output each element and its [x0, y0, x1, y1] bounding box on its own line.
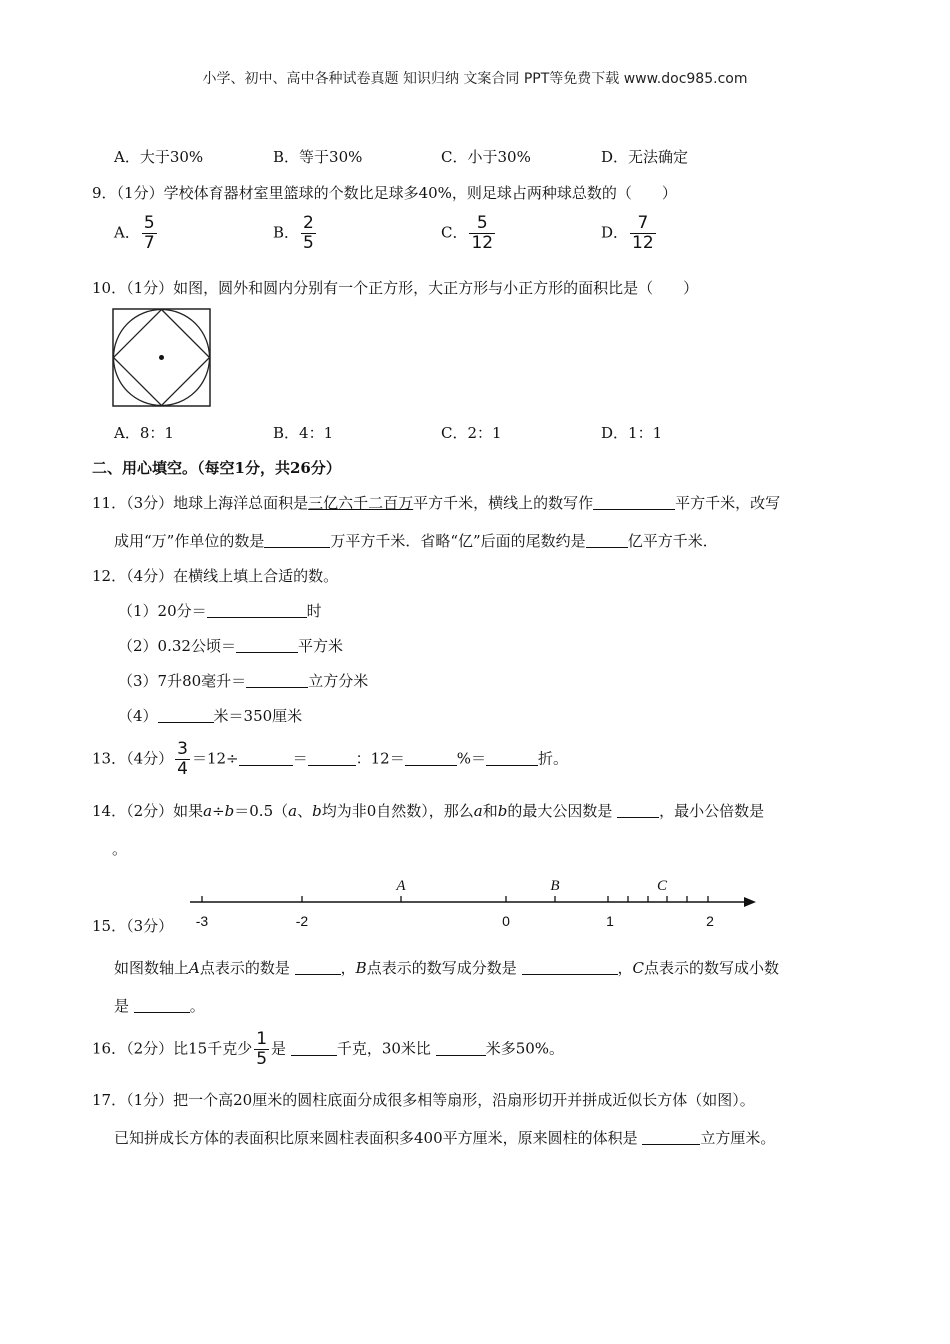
q13-part-3: ：12＝	[355, 749, 405, 768]
q13-fraction	[175, 740, 190, 779]
point-label-A: A	[396, 878, 406, 894]
q17-line2-b: 立方厘米。	[700, 1129, 776, 1147]
question-16	[92, 1030, 564, 1069]
q10-figure-square-circle	[112, 308, 212, 408]
question-13	[92, 740, 568, 779]
axis-label-1: 1	[606, 913, 614, 929]
q12-item-1-post: 时	[306, 602, 322, 620]
q17-line2-a: 已知拼成长方体的表面积比原来圆柱表面积多400平方厘米，原来圆柱的体积是	[114, 1129, 638, 1147]
q13-part-4: %＝	[456, 749, 486, 768]
q8-option-c: C．小于30%	[441, 148, 531, 166]
q8-option-b: B．等于30%	[273, 148, 363, 166]
denominator: 5	[256, 1049, 268, 1069]
question-9: 9．（1分）学校体育器材室里篮球的个数比足球多40%，则足球占两种球总数的（ ）	[92, 184, 677, 202]
q11-underlined-number: 三亿六千二百万	[308, 494, 414, 512]
question-15-line-1	[114, 957, 779, 978]
q15-number-line	[180, 876, 770, 932]
q15-blank-2	[522, 959, 618, 975]
q9-option-b-label: B．	[273, 223, 300, 242]
q15-var-A: A	[189, 959, 200, 977]
q16-part-1: 是	[271, 1039, 287, 1058]
q14-mid-1: ＝0.5（	[234, 802, 289, 820]
q12-blank-3	[246, 672, 308, 688]
q12-item-4-post: 米＝350厘米	[213, 707, 303, 725]
denominator: 5	[303, 233, 314, 253]
q14-expression: a÷b	[203, 802, 235, 820]
question-14-line-1	[92, 800, 764, 821]
q8-option-a: A．大于30%	[114, 148, 204, 166]
q12-item-1-pre: （1）20分＝	[118, 602, 207, 620]
q14-var-a: a	[288, 802, 298, 820]
q15-line1-e: ，	[617, 959, 633, 977]
q13-part-5: 折。	[538, 749, 569, 768]
q12-item-4-pre: （4）	[118, 707, 158, 725]
q8-option-d: D．无法确定	[601, 148, 689, 166]
q14-var-a-2: a	[473, 802, 483, 820]
q9-option-a-label: A．	[114, 223, 140, 242]
q16-part-3: 米多50%。	[485, 1039, 565, 1058]
q9-option-c-label: C．	[441, 223, 468, 242]
q14-var-b-2: b	[497, 802, 508, 820]
q12-item-2-pre: （2）0.32公顷＝	[118, 637, 236, 655]
q11-mid: 平方千米，横线上的数写作	[413, 494, 594, 512]
question-11-line-1	[92, 492, 780, 513]
point-label-C: C	[656, 878, 668, 894]
q13-prefix: 13．（4分）	[92, 749, 174, 768]
q12-item-3	[118, 670, 368, 691]
center-dot	[159, 355, 164, 360]
q14-blank-1	[617, 802, 659, 818]
q12-item-2-post: 平方米	[297, 637, 343, 655]
q12-item-3-pre: （3）7升80毫升＝	[118, 672, 247, 690]
q13-blank-1	[239, 750, 293, 766]
axis-arrow-icon	[744, 897, 756, 907]
q12-blank-1	[207, 602, 307, 618]
q15-var-B: B	[355, 959, 367, 977]
q10-option-d: D．1：1	[601, 424, 663, 442]
q11-end-1: 平方千米，改写	[675, 494, 781, 512]
q10-option-c: C．2：1	[441, 424, 502, 442]
axis-label-minus-3: -3	[195, 913, 209, 929]
q15-var-C: C	[632, 959, 644, 977]
q10-option-b: B．4：1	[273, 424, 334, 442]
q15-line2-end: 。	[189, 997, 205, 1015]
question-15-line-2	[114, 995, 205, 1016]
axis-label-0: 0	[502, 913, 510, 929]
q12-item-1	[118, 600, 322, 621]
q17-blank-1	[642, 1129, 700, 1145]
q9-option-c	[441, 214, 497, 253]
point-label-B: B	[550, 878, 560, 894]
q9-option-d	[601, 214, 658, 253]
q11-blank-1	[593, 494, 675, 510]
q9-option-c-fraction	[469, 214, 495, 253]
q10-option-a: A．8：1	[114, 424, 174, 442]
numerator: 3	[177, 739, 188, 759]
q13-part-2: ＝	[292, 749, 308, 768]
q12-blank-2	[236, 637, 298, 653]
q9-option-a	[114, 214, 159, 253]
numerator: 1	[256, 1029, 268, 1049]
question-15-label: 15．（3分）	[92, 917, 174, 935]
q15-line1-a: 如图数轴上	[114, 959, 190, 977]
q15-blank-1	[295, 959, 341, 975]
question-14-line-2: 。	[112, 840, 128, 858]
q16-prefix: 16．（2分）比15千克少	[92, 1039, 253, 1058]
denominator: 12	[632, 233, 654, 253]
question-10: 10．（1分）如图，圆外和圆内分别有一个正方形，大正方形与小正方形的面积比是（ ）	[92, 279, 699, 297]
question-11-line-2	[114, 530, 718, 551]
q16-part-2: 千克，30米比	[336, 1039, 431, 1058]
q14-mid-4: 的最大公因数是	[507, 802, 613, 820]
q14-var-b: b	[312, 802, 322, 820]
q13-part-1: ＝12÷	[191, 749, 239, 768]
q13-blank-3	[405, 750, 457, 766]
q14-mid-5: ，最小公倍数是	[659, 802, 765, 820]
q13-blank-2	[308, 750, 356, 766]
q15-line1-d: 点表示的数写成分数是	[366, 959, 517, 977]
q11-line2-c: 亿平方千米．	[627, 532, 718, 550]
q15-line1-c: ，	[340, 959, 356, 977]
q12-blank-4	[158, 707, 214, 723]
q14-mid-2: 均为非0自然数），那么	[321, 802, 474, 820]
numerator: 5	[143, 213, 155, 233]
numerator: 2	[303, 213, 314, 233]
q16-blank-2	[436, 1040, 486, 1056]
q16-blank-1	[291, 1040, 337, 1056]
q15-blank-3	[134, 997, 190, 1013]
section-2-heading: 二、用心填空。（每空1分，共26分）	[92, 459, 341, 477]
q11-blank-2	[264, 532, 330, 548]
numerator: 5	[469, 214, 495, 234]
q12-item-3-post: 立方分米	[308, 672, 369, 690]
q15-line1-b: 点表示的数是	[199, 959, 290, 977]
denominator: 7	[143, 233, 155, 253]
q11-line2-b: 万平方千米．省略“亿”后面的尾数约是	[330, 532, 586, 550]
page-header: 小学、初中、高中各种试卷真题 知识归纳 文案合同 PPT等免费下载 www.doc985.com	[202, 71, 748, 87]
q14-mid-3: 和	[482, 802, 498, 820]
q12-item-2	[118, 635, 343, 656]
question-17-line-2	[114, 1127, 775, 1148]
q9-option-b-fraction	[301, 214, 316, 253]
axis-label-minus-2: -2	[295, 913, 309, 929]
q14-prefix: 14．（2分）如果	[92, 802, 204, 820]
q9-option-a-fraction	[142, 214, 157, 253]
denominator: 4	[177, 759, 188, 779]
q14-sep: 、	[297, 802, 313, 820]
q12-item-4	[118, 705, 302, 726]
question-17-line-1: 17．（1分）把一个高20厘米的圆柱底面分成很多相等扇形，沿扇形切开并拼成近似长方体（如图）。	[92, 1091, 755, 1109]
denominator: 12	[471, 233, 494, 253]
q15-line2: 是	[114, 997, 130, 1015]
q9-option-d-fraction	[630, 214, 656, 253]
q9-option-b	[273, 214, 318, 253]
q11-prefix: 11．（3分）地球上海洋总面积是	[92, 494, 309, 512]
question-12: 12．（4分）在横线上填上合适的数。	[92, 567, 339, 585]
numerator: 7	[630, 214, 656, 234]
q11-line2-a: 成用“万”作单位的数是	[114, 532, 265, 550]
q15-line1-f: 点表示的数写成小数	[644, 959, 780, 977]
q11-blank-3	[586, 532, 628, 548]
q16-fraction	[254, 1030, 269, 1069]
q13-blank-4	[486, 750, 538, 766]
axis-label-2: 2	[706, 913, 714, 929]
q9-option-d-label: D．	[601, 223, 629, 242]
